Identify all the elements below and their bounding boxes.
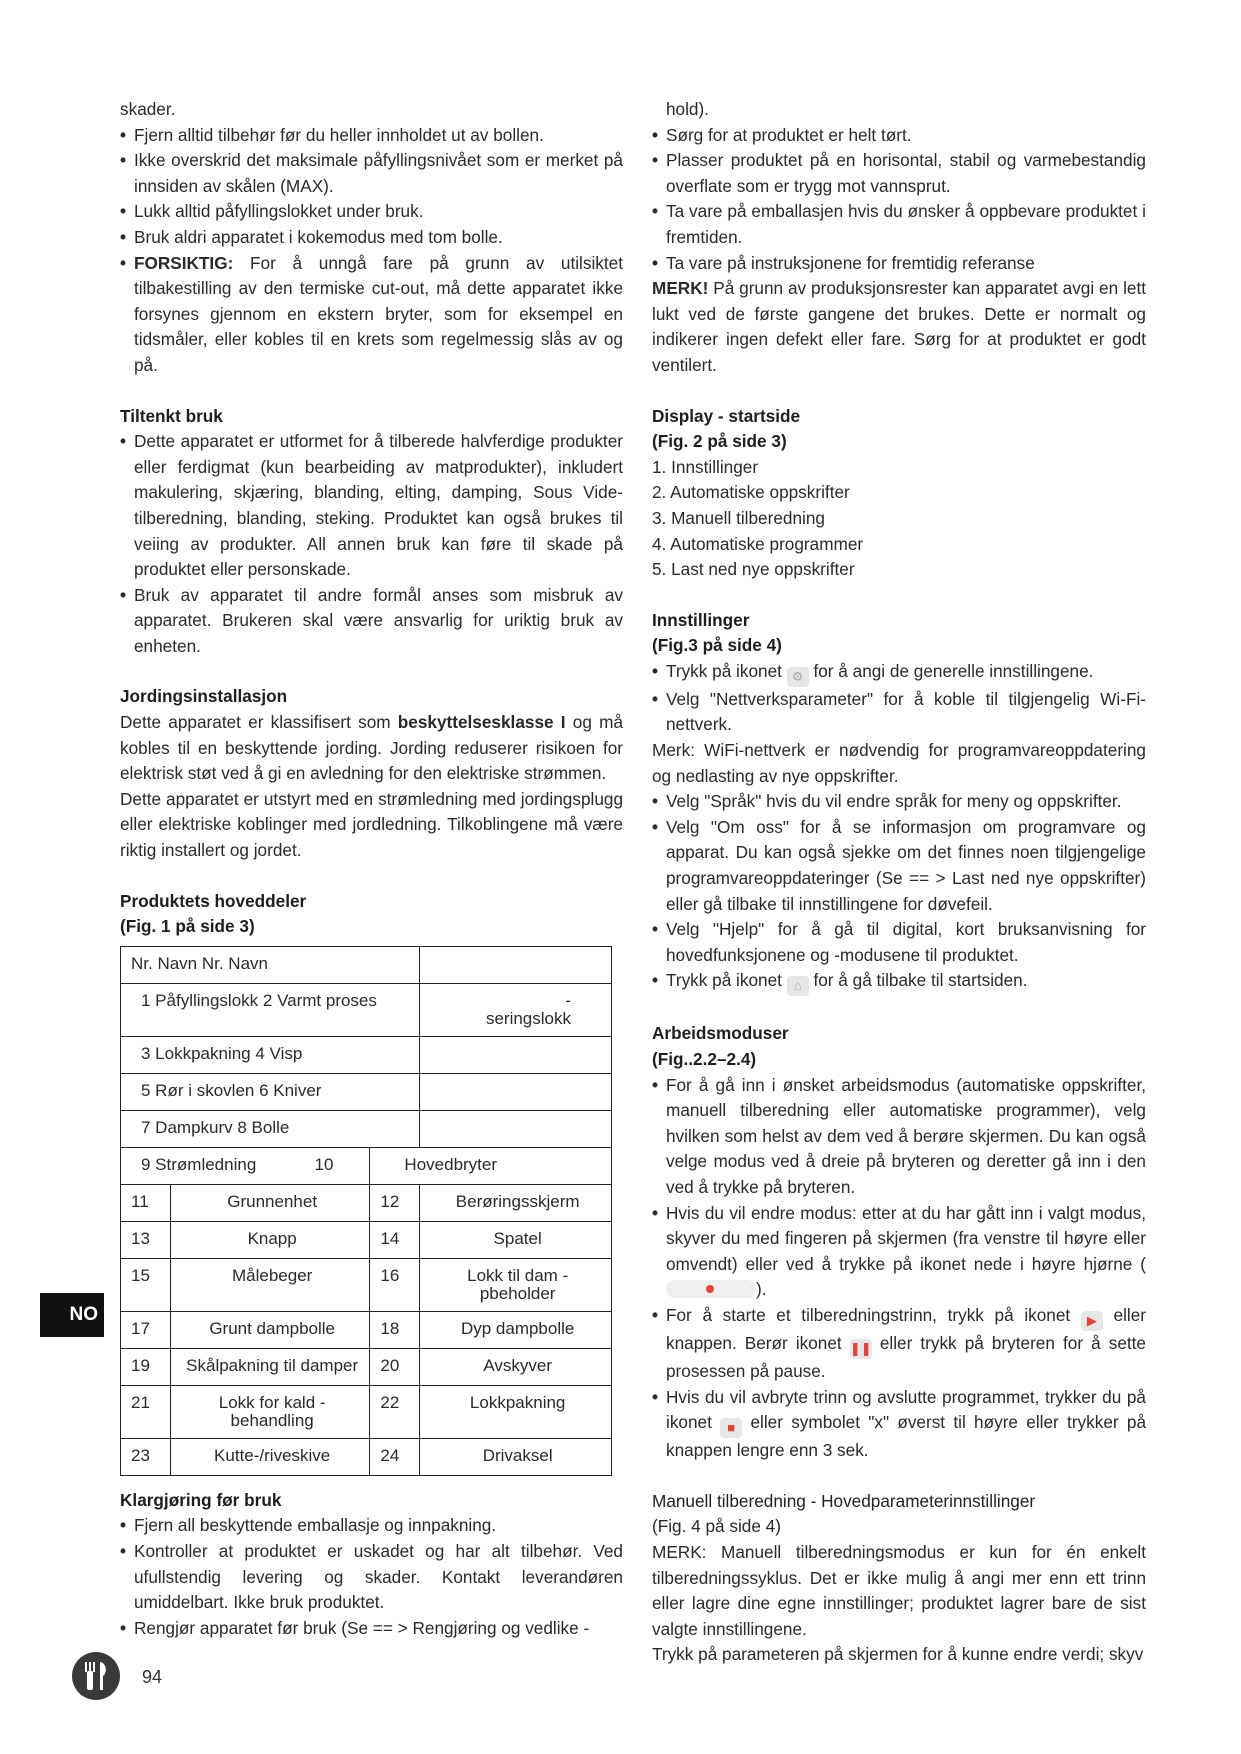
table-row (121, 983, 612, 1036)
table-cell: 24 (370, 1438, 420, 1475)
table-cell: 17 (121, 1311, 171, 1348)
list-item: • For å gå inn i ønsket arbeidsmodus (automatiske oppskrifter, manuell tilberedning eller automatiske programmer), velg hvilken som helst av dem ved å berøre skjermen. Du kan også velge modus ved å dreie på bryteren og deretter gå inn i den ved å trykke på bryteren. (652, 1073, 1146, 1201)
table-cell (121, 1147, 370, 1184)
manual-heading: Manuell tilberedning - Hovedparameterinnstillinger (652, 1490, 1036, 1511)
text-run: Hvis du vil avbryte trinn og avslutte programmet, trykker du på ikonet (666, 1386, 1146, 1433)
table-row (121, 1073, 612, 1110)
modes-heading: Arbeidsmoduser (652, 1023, 789, 1044)
parts-fig-ref: (Fig. 1 på side 3) (120, 916, 255, 937)
note-paragraph (652, 276, 1146, 378)
table-cell: 13 (121, 1221, 171, 1258)
table-cell: 16 (370, 1258, 420, 1311)
settings-fig-ref: (Fig.3 på side 4) (652, 635, 782, 656)
protection-class: beskyttelsesklasse I (397, 712, 566, 733)
language-tab: NO (40, 1293, 104, 1337)
table-cell: Spatel (420, 1221, 612, 1258)
grounding-heading: Jordingsinstallasjon (120, 686, 288, 707)
table-cell: 19 (121, 1348, 171, 1385)
list-item (652, 1201, 1146, 1303)
text-run: Hvis du vil endre modus: etter at du har gått inn i valgt modus, skyver du med fingeren på skjermen (fra venstre til høyre eller omvendt) eller ved å trykke på ikonet nede i høyre hjørne ( (666, 1202, 1146, 1274)
table-cell: 11 (121, 1184, 171, 1221)
display-heading: Display - startside (652, 405, 801, 426)
table-row (121, 1147, 612, 1184)
list-item: • Rengjør apparatet før bruk (Se == > Rengjøring og vedlike - (120, 1616, 623, 1642)
table-cell: Lokk for kald - behandling (170, 1385, 370, 1438)
list-item: • Velg "Språk" hvis du vil endre språk for meny og oppskrifter. (652, 789, 1146, 815)
table-cell (420, 1036, 612, 1073)
manual-paragraph-2: Trykk på parameteren på skjermen for å kunne endre verdi; skyv (652, 1644, 1144, 1665)
caution-label: FORSIKTIG: (134, 252, 234, 273)
parts-heading: Produktets hoveddeler (120, 890, 307, 911)
text-run: eller knappen. Berør ikonet (666, 1304, 1146, 1353)
table-cell: 20 (370, 1348, 420, 1385)
intended-use-heading: Tiltenkt bruk (120, 405, 223, 426)
table-cell (420, 1110, 612, 1147)
table-cell: 5 Rør i skovlen 6 Kniver (121, 1073, 420, 1110)
table-row (121, 946, 612, 983)
list-item: • Ta vare på emballasjen hvis du ønsker å oppbevare produktet i fremtiden. (652, 199, 1146, 250)
list-item: • Velg "Om oss" for å se informasjon om programvare og apparat. Du kan også sjekke om det finnes noen tilgjengelige programvareoppdateringer (Se == > Last ned nye oppskrifter) eller gå tilbake til innstillingene for døvefeil. (652, 815, 1146, 917)
list-item: 4. Automatiske programmer (652, 533, 864, 554)
list-item: 3. Manuell tilberedning (652, 507, 825, 528)
table-row (121, 1258, 612, 1311)
list-item: 1. Innstillinger (652, 456, 759, 477)
play-icon: ▶ (1081, 1311, 1103, 1331)
stop-icon: ■ (720, 1418, 742, 1438)
pause-icon: ❚❚ (850, 1339, 872, 1359)
gear-icon: ⚙ (787, 667, 809, 687)
list-item (652, 1303, 1146, 1385)
manual-fig-ref: (Fig. 4 på side 4) (652, 1516, 781, 1537)
text-run: for å gå tilbake til startsiden. (808, 970, 1028, 991)
settings-list (652, 659, 1146, 738)
table-row (121, 1110, 612, 1147)
table-cell: Avskyver (420, 1348, 612, 1385)
table-row (121, 1385, 612, 1438)
table-row (121, 1438, 612, 1475)
list-item (652, 968, 1146, 996)
table-cell: Kutte-/riveskive (170, 1438, 370, 1475)
list-item: • Fjern all beskyttende emballasje og innpakning. (120, 1513, 623, 1539)
text-run: eller symbolet "x" øverst til høyre eller trykker på knappen lengre enn 3 sek. (666, 1412, 1147, 1461)
prep-heading: Klargjøring før bruk (120, 1489, 282, 1510)
modes-fig-ref: (Fig..2.2–2.4) (652, 1049, 757, 1069)
text-run: For å starte et tilberedningstrinn, trykk på ikonet (666, 1304, 1081, 1325)
caution-text: For å unngå fare på grunn av utilsiktet tilbakestilling av den termiske cut-out, må dette apparatet ikke forsynes gjennom en ekstern bryter, som for eksempel en tidsmåler, eller kobles til en krets som regelmessig slås av og på. (134, 252, 623, 375)
text-run: og må kobles til en beskyttende jording. Jording reduserer risikoen for elektrisk støt ved å gi en avledning for den elektriske strømmen. (120, 712, 624, 784)
table-cell: Dyp dampbolle (420, 1311, 612, 1348)
table-row (121, 1311, 612, 1348)
list-item: • Velg "Nettverksparameter" for å koble til tilgjengelig Wi-Fi-nettverk. (652, 687, 1146, 738)
table-cell: Grunnenhet (170, 1184, 370, 1221)
list-item: • Lukk alltid påfyllingslokket under bruk. (120, 199, 623, 225)
text-run: Trykk på ikonet (666, 660, 787, 681)
table-cell: Målebeger (170, 1258, 370, 1311)
table-cell: 15 (121, 1258, 171, 1311)
list-item: • Plasser produktet på en horisontal, stabil og varmebestandig overflate som er trygg mot vannsprut. (652, 148, 1146, 199)
table-cell: 21 (121, 1385, 171, 1438)
text-run: eller trykk på bryteren for å sette prosessen på pause. (666, 1332, 1146, 1381)
settings-list-2 (652, 789, 1146, 996)
mode-switch-icon (666, 1280, 756, 1298)
list-item: • Fjern alltid tilbehør før du heller innholdet ut av bollen. (120, 123, 623, 149)
table-cell: 7 Dampkurv 8 Bolle (121, 1110, 420, 1147)
table-cell: Skålpakning til damper (170, 1348, 370, 1385)
table-row (121, 1036, 612, 1073)
table-row (121, 1184, 612, 1221)
note-label: MERK! (652, 278, 709, 299)
text-run: 10 (314, 1154, 334, 1174)
list-item (652, 1385, 1146, 1464)
table-cell: 18 (370, 1311, 420, 1348)
display-items (652, 455, 1146, 583)
grounding-paragraph-1 (120, 710, 623, 787)
page-number: 94 (142, 1667, 163, 1687)
list-item: • Bruk aldri apparatet i kokemodus med tom bolle. (120, 225, 623, 251)
table-cell: - seringslokk (420, 983, 612, 1036)
manual-paragraph-1: MERK: Manuell tilberedningsmodus er kun for én enkelt tilberedningssyklus. Det er ikke mulig å angi mer enn ett trinn eller lagre dine egne innstillinger; produktet lagrer bare de sist valgte innstillingene. (652, 1541, 1146, 1639)
table-cell: 22 (370, 1385, 420, 1438)
prep-list-continued (652, 123, 1146, 277)
list-item: • Dette apparatet er utformet for å tilberede halvferdige produkter eller ferdigmat (kun bearbeiding av matprodukter), inkludert makulering, skjæring, blanding, elting, damping, Sous Vide-tilberedning, blanding, steking. Produktet kan også brukes til veiing av produkter. All annen bruk kan føre til skade på produktet eller personskade. (120, 429, 623, 583)
list-item: • Sørg for at produktet er helt tørt. (652, 123, 1146, 149)
text-run: Dette apparatet er klassifisert som (120, 712, 398, 733)
display-fig-ref: (Fig. 2 på side 3) (652, 431, 787, 452)
cutlery-logo-icon (72, 1652, 120, 1700)
left-column (120, 97, 623, 1641)
modes-list (652, 1073, 1146, 1464)
table-cell: 14 (370, 1221, 420, 1258)
list-item (652, 659, 1146, 687)
grounding-paragraph-2: Dette apparatet er utstyrt med en strømledning med jordingsplugg eller elektriske koblinger med jordledning. Tilkoblingene må være riktig installert og jordet. (120, 788, 623, 861)
intended-use-list (120, 429, 623, 659)
list-item: 5. Last ned nye oppskrifter (652, 559, 855, 580)
parts-table (120, 946, 612, 1476)
list-item: • Ta vare på instruksjonene for fremtidig referanse (652, 251, 1146, 277)
table-cell: Knapp (170, 1221, 370, 1258)
list-item: • Kontroller at produktet er uskadet og har alt tilbehør. Ved ufullstendig levering og skader. Kontakt leverandøren umiddelbart. Ikke bruk produktet. (120, 1539, 623, 1616)
text-run: ). (756, 1279, 767, 1300)
table-cell: 12 (370, 1184, 420, 1221)
safety-list (120, 123, 623, 379)
continuation-line: hold). (666, 99, 709, 119)
table-cell: 3 Lokkpakning 4 Visp (121, 1036, 420, 1073)
right-column (652, 97, 1146, 1668)
table-cell: Lokkpakning (420, 1385, 612, 1438)
table-cell (420, 946, 612, 983)
text-run: På grunn av produksjonsrester kan apparatet avgi en lett lukt ved de første gangene det brukes. Dette er normalt og indikerer ingen defekt eller fare. Sørg for at produktet er godt ventilert. (652, 278, 1146, 375)
list-item: • Velg "Hjelp" for å gå til digital, kort bruksanvisning for hovedfunksjonene og -modusene til produktet. (652, 917, 1146, 968)
table-header-cell: Nr. Navn Nr. Navn (121, 946, 420, 983)
text-run: Trykk på ikonet (666, 970, 787, 991)
text-run: for å angi de generelle innstillingene. (808, 660, 1094, 681)
list-item: 2. Automatiske oppskrifter (652, 482, 850, 503)
table-cell (420, 1073, 612, 1110)
list-item: • Bruk av apparatet til andre formål anses som misbruk av apparatet. Brukeren skal være ansvarlig for uriktig bruk av enheten. (120, 583, 623, 660)
text-run: 9 Strømledning (141, 1154, 257, 1174)
prep-list (120, 1513, 623, 1641)
table-cell: Drivaksel (420, 1438, 612, 1475)
home-icon: ⌂ (787, 976, 809, 996)
settings-note: Merk: WiFi-nettverk er nødvendig for programvareoppdatering og nedlasting av nye oppskrifter. (652, 740, 1146, 786)
table-cell: Berøringsskjerm (420, 1184, 612, 1221)
list-item: • Ikke overskrid det maksimale påfyllingsnivået som er merket på innsiden av skålen (MAX). (120, 148, 623, 199)
intro-continuation: skader. (120, 99, 176, 119)
table-cell: 23 (121, 1438, 171, 1475)
table-row (121, 1221, 612, 1258)
settings-heading: Innstillinger (652, 609, 750, 630)
table-cell: 1 Påfyllingslokk 2 Varmt proses (121, 983, 420, 1036)
table-cell: Hovedbryter (370, 1147, 612, 1184)
caution-item (120, 251, 623, 379)
table-cell: Lokk til dam - pbeholder (420, 1258, 612, 1311)
table-cell: Grunt dampbolle (170, 1311, 370, 1348)
table-row (121, 1348, 612, 1385)
